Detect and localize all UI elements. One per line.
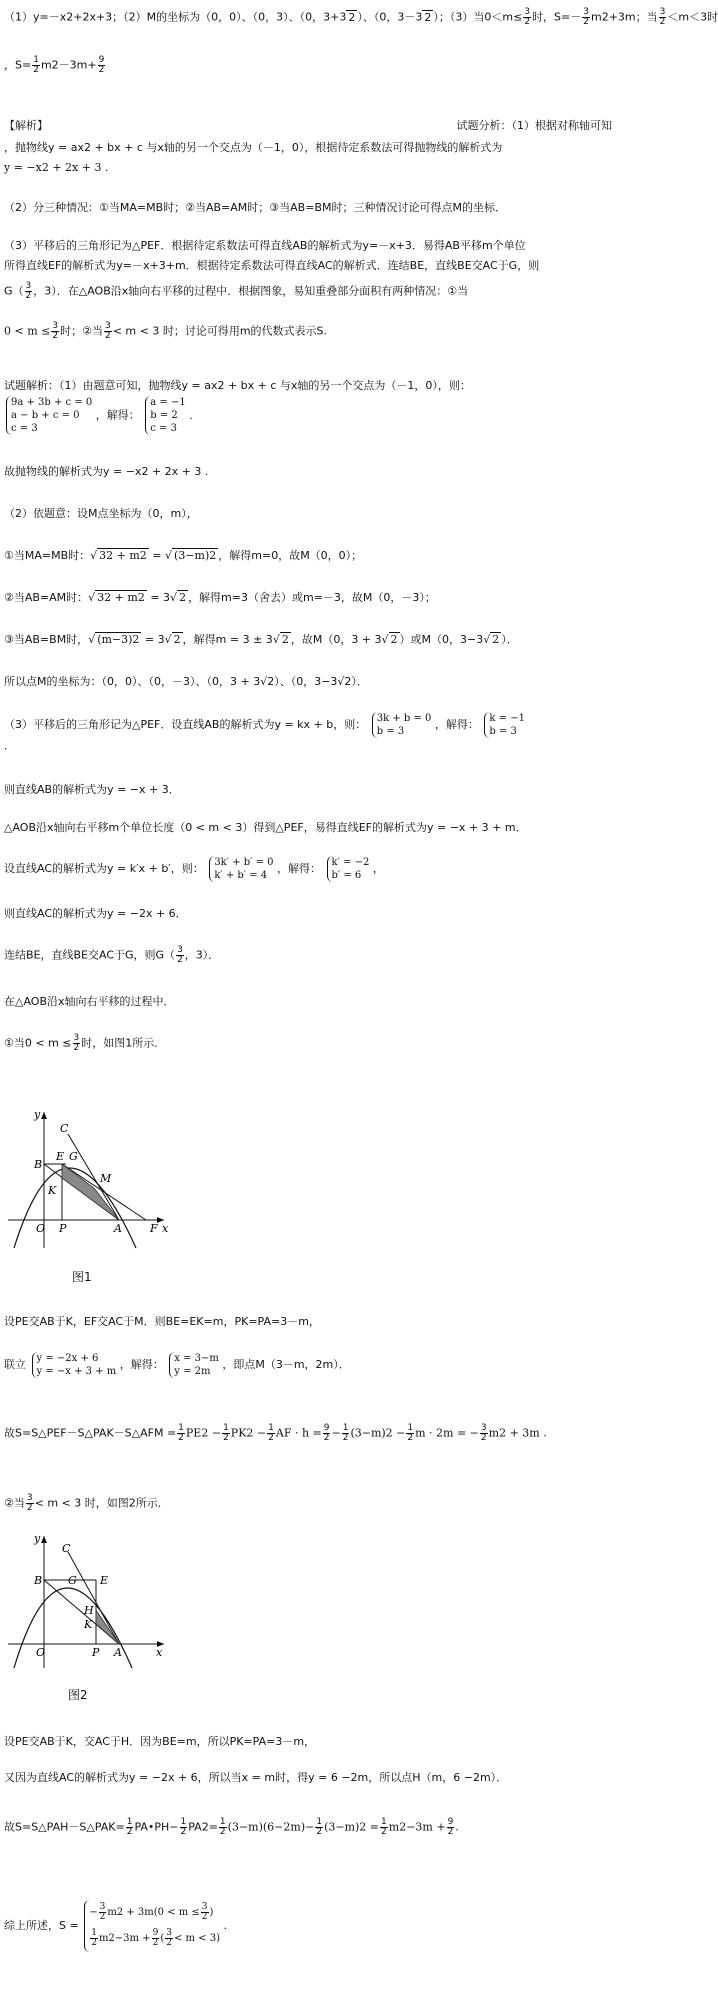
fig2-label-a: A bbox=[114, 1646, 122, 1659]
fig1-label-o: O bbox=[36, 1222, 46, 1235]
analysis-l6: G（ $\frac{3}{2}$ ，3）．在△AOB沿x轴向右平移的过程中．根据图象，易知重叠部分面积有两种情况：①当 bbox=[4, 281, 469, 301]
fig1-label-p: P bbox=[59, 1222, 67, 1235]
answer-line-1: （1）y=－x2+2x+3；（2）M的坐标为（0，0）、（0，3）、（0，3+3 2 ）、（0，3－3 2 ）；（3）当0＜m≤ $\frac{3}{2}$ 时，S=－ $\frac{3}{2}$ m2+3m；当 $\frac{3}{2}$ ＜m＜3时 bbox=[4, 7, 718, 27]
part3-translate: 在△AOB沿x轴向右平移的过程中． bbox=[4, 995, 175, 1008]
fig1-label-m: M bbox=[100, 1172, 112, 1185]
part3-ac-setup: 设直线AC的解析式为y = k′x + b′，则： 3k′ + b′ = 0 k′ + b′ = 4 ，解得： k′ = −2 b′ = 6 ， bbox=[4, 857, 384, 881]
solution-s2: 故抛物线的解析式为y = −x2 + 2x + 3 . bbox=[4, 465, 209, 478]
fig2-label-c: C bbox=[62, 1542, 71, 1555]
case-1: ①当MA=MB时：√ 32 + m2 = √ (3−m)2 ，解得m=0，故M（0，0）； bbox=[4, 549, 363, 562]
case-2: ②当AB=AM时：√ 32 + m2 = 3√ 2 ，解得m=3（舍去）或m=－3，故M（0，－3）； bbox=[4, 591, 436, 604]
part3-area1: 故S=S△PEF－S△PAK－S△AFM = $\frac{1}{2}$ PE2 − $\frac{1}{2}$ PK2 − $\frac{1}{2}$ AF · h = $\frac{9}{2}$ − $\frac{1}{2}$ (3−m)2 − $\frac{1}{2}$ m · 2m = − $\frac{3}{2}$ m2 + 3m . bbox=[4, 1423, 547, 1443]
fig2-label-e: E bbox=[100, 1574, 109, 1587]
analysis-l4: （3）平移后的三角形记为△PEF．根据待定系数法可得直线AB的解析式为y=－x+3．易得AB平移m个单位 bbox=[4, 239, 526, 252]
analysis-l5: 所得直线EF的解析式为y=－x+3+m．根据待定系数法可得直线AC的解析式．连结BE，直线BE交AC于G，则 bbox=[4, 259, 540, 272]
answer-line-2: ，S= $\frac{1}{2}$ m2－3m+ $\frac{9}{2}$ bbox=[4, 55, 105, 75]
fig1-label-x: x bbox=[162, 1222, 169, 1235]
fig2-label-o: O bbox=[36, 1646, 46, 1659]
fig2-label-x: x bbox=[156, 1646, 163, 1659]
fig1-label-a: A bbox=[114, 1222, 122, 1235]
fig1-label-f: F bbox=[150, 1222, 158, 1235]
analysis-l1: ，抛物线y = ax2 + bx + c 与x轴的另一个交点为（－1，0），根据待定系数法可得抛物线的解析式为 bbox=[4, 141, 503, 154]
figure-1-caption: 图1 bbox=[72, 1270, 92, 1284]
solution-sys1: 9a + 3b + c = 0 a − b + c = 0 c = 3 ，解得： a = −1 b = 2 c = 3 ． bbox=[4, 396, 622, 435]
solution-s3: （2）依题意：设M点坐标为（0，m）， bbox=[4, 507, 198, 520]
fig1-label-g: G bbox=[69, 1150, 78, 1163]
part3-dot: ． bbox=[4, 739, 15, 752]
part3-k-m: 设PE交AB于K，EF交AC于M．则BE=EK=m，PK=PA=3－m， bbox=[4, 1315, 320, 1328]
fig2-label-y: y bbox=[34, 1532, 41, 1545]
fig2-label-h: H bbox=[84, 1604, 94, 1617]
part3-g: 连结BE，直线BE交AC于G，则G（ $\frac{3}{2}$ ，3）． bbox=[4, 945, 220, 965]
analysis-header: 【解析】 试题分析：（1）根据对称轴可知 bbox=[4, 119, 612, 132]
figure-2-caption: 图2 bbox=[68, 1688, 88, 1702]
figure-1 bbox=[4, 1108, 174, 1258]
analysis-l2: y = −x2 + 2x + 3 . bbox=[4, 161, 109, 174]
fig2-label-b: B bbox=[34, 1574, 43, 1587]
fig1-label-c: C bbox=[60, 1122, 69, 1135]
solution-s1: 试题解析：（1）由题意可知，抛物线y = ax2 + bx + c 与x轴的另一个交点为（－1，0），则： bbox=[4, 379, 471, 392]
figure-2 bbox=[4, 1532, 174, 1672]
part3-k-h: 设PE交AB于K，交AC于H．因为BE=m，所以PK=PA=3－m， bbox=[4, 1735, 316, 1748]
part3-ab: 则直线AB的解析式为y = −x + 3． bbox=[4, 783, 180, 796]
part3-intro: （3）平移后的三角形记为△PEF．设直线AB的解析式为y = kx + b，则： 3k + b = 0 b = 3 ，解得： k = −1 b = 3 bbox=[4, 713, 525, 737]
part3-h: 又因为直线AC的解析式为y = −2x + 6，所以当x = m时，得y = 6 −2m，所以点H（m，6 −2m）． bbox=[4, 1771, 508, 1784]
fig1-label-y: y bbox=[34, 1108, 41, 1121]
part3-area2: 故S=S△PAH－S△PAK= $\frac{1}{2}$ PA•PH− $\frac{1}{2}$ PA2= $\frac{1}{2}$ (3−m)(6−2m)− $\frac{1}{2}$ (3−m)2 = $\frac{1}{2}$ m2−3m + $\frac{9}{2}$ . bbox=[4, 1817, 459, 1837]
part3-ef: △AOB沿x轴向右平移m个单位长度（0 < m < 3）得到△PEF，易得直线EF的解析式为y = −x + 3 + m． bbox=[4, 821, 527, 834]
fig2-label-k: K bbox=[84, 1618, 93, 1631]
fig2-label-g: G bbox=[68, 1574, 77, 1587]
fig1-label-k: K bbox=[48, 1184, 57, 1197]
fig1-label-e: E bbox=[56, 1150, 65, 1163]
case-3: ③当AB=BM时，√ (m−3)2 = 3√ 2 ，解得m = 3 ± 3√ 2 ，故M（0，3 + 3√ 2 ）或M（0，3−3√ 2 ）． bbox=[4, 633, 518, 646]
fig1-label-b: B bbox=[34, 1158, 43, 1171]
summary: 综上所述，S = − $\frac{3}{2}$ m2 + 3m(0 < m ≤ $\frac{3}{2}$ ) $\frac{1}{2}$ m2−3m + $\frac{9}{2}$ ( $\frac{3}{2}$ < m < 3) . bbox=[4, 1900, 622, 1952]
part3-join: 联立 y = −2x + 6 y = −x + 3 + m ，解得： x = 3−m y = 2m ，即点M（3－m，2m）． bbox=[4, 1353, 350, 1377]
part3-case2: ②当 $\frac{3}{2}$ < m < 3 时，如图2所示． bbox=[4, 1493, 169, 1513]
analysis-l3: （2）分三种情况：①当MA=MB时；②当AB=AM时；③当AB=BM时；三种情况讨论可得点M的坐标． bbox=[4, 201, 506, 214]
m-coordinates: 所以点M的坐标为：（0，0）、（0，－3）、（0，3 + 3√2）、（0，3−3√2）． bbox=[4, 675, 368, 688]
part3-case1: ①当0 < m ≤ $\frac{3}{2}$ 时，如图1所示． bbox=[4, 1033, 166, 1053]
part3-ac: 则直线AC的解析式为y = −2x + 6． bbox=[4, 907, 187, 920]
fig2-label-p: P bbox=[92, 1646, 100, 1659]
analysis-l7: 0 < m ≤ $\frac{3}{2}$ 时；②当 $\frac{3}{2}$ < m < 3 时；讨论可得用m的代数式表示S. bbox=[4, 321, 328, 341]
